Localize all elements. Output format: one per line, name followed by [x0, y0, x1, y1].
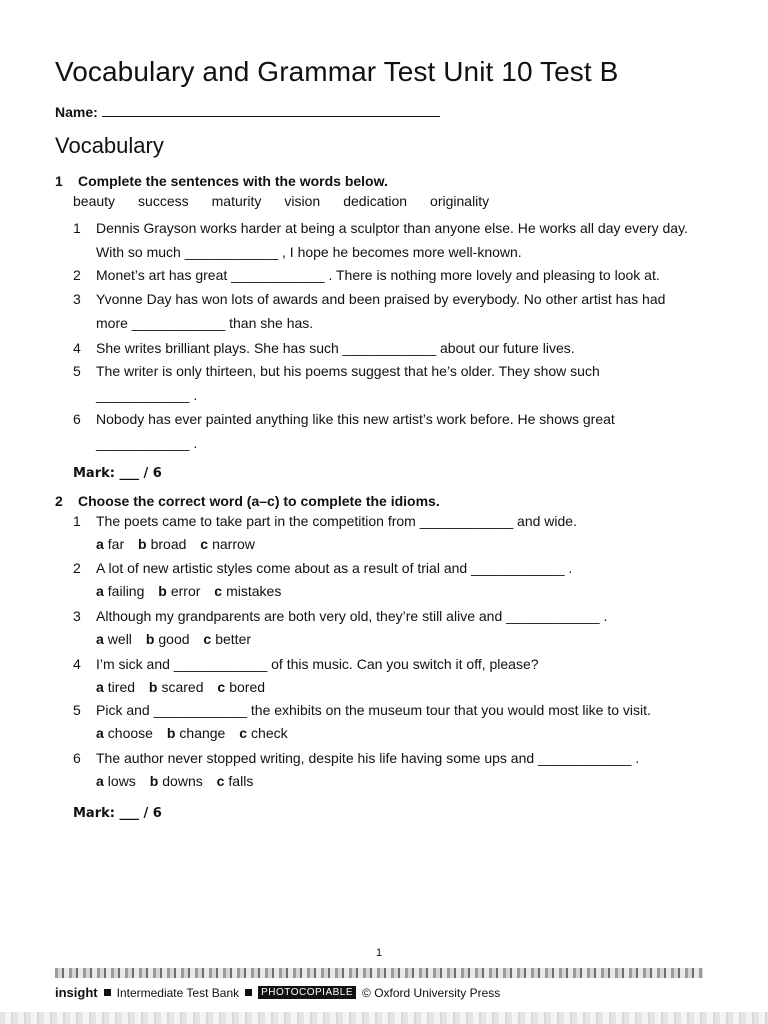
photocopiable-badge: PHOTOCOPIABLE	[258, 986, 356, 999]
square-bullet-icon	[245, 989, 252, 996]
footer-series: Intermediate Test Bank	[116, 985, 240, 1000]
item-text: ____________ .	[96, 435, 198, 451]
item-text: The author never stopped writing, despite his life having some ups and ____________ .	[96, 750, 640, 766]
item-number: 2	[73, 560, 81, 576]
name-label: Name:	[55, 104, 98, 120]
item-text: She writes brilliant plays. She has such ____________ about our future lives.	[96, 340, 575, 356]
answer-option[interactable]: a failing	[96, 583, 145, 599]
answer-option[interactable]: a tired	[96, 679, 136, 695]
item-text: The writer is only thirteen, but his poems suggest that he’s older. They show such	[96, 363, 600, 379]
item-text: Yvonne Day has won lots of awards and been praised by everybody. No other artist has had	[96, 291, 666, 307]
item-text: Pick and ____________ the exhibits on the museum tour that you would most like to visit.	[96, 702, 651, 718]
page-number: 1	[375, 947, 383, 959]
question-instruction: Complete the sentences with the words below.	[78, 173, 388, 189]
answer-option[interactable]: b broad	[138, 536, 187, 552]
question-2-mark: Mark: ___ / 6	[73, 806, 162, 821]
item-number: 6	[73, 411, 81, 427]
item-number: 2	[73, 267, 81, 283]
answer-option[interactable]: c narrow	[200, 536, 255, 552]
word-item: maturity	[211, 193, 262, 209]
square-bullet-icon	[104, 989, 111, 996]
answer-options	[96, 536, 265, 552]
answer-option[interactable]: c falls	[216, 773, 254, 789]
item-number: 5	[73, 363, 81, 379]
question-2-heading	[55, 493, 440, 509]
answer-option[interactable]: a lows	[96, 773, 136, 789]
answer-option[interactable]: a choose	[96, 725, 153, 741]
question-instruction: Choose the correct word (a–c) to complete the idioms.	[78, 493, 440, 509]
answer-option[interactable]: b scared	[148, 679, 204, 695]
question-1-mark: Mark: ___ / 6	[73, 466, 162, 481]
item-text: Dennis Grayson works harder at being a sculptor than anyone else. He works all day every day.	[96, 220, 688, 236]
section-heading: Vocabulary	[55, 133, 164, 158]
footer-publisher: © Oxford University Press	[362, 985, 501, 1000]
answer-option[interactable]: c check	[239, 725, 288, 741]
item-number: 3	[73, 608, 81, 624]
answer-option[interactable]: b error	[158, 583, 201, 599]
page-title: Vocabulary and Grammar Test Unit 10 Test B	[55, 56, 619, 87]
item-text: I’m sick and ____________ of this music. Can you switch it off, please?	[96, 656, 539, 672]
question-1-heading	[55, 173, 388, 189]
item-number: 4	[73, 340, 81, 356]
name-answer-line[interactable]	[102, 102, 440, 117]
item-number: 1	[73, 513, 81, 529]
item-text: Although my grandparents are both very old, they’re still alive and ____________ .	[96, 608, 608, 624]
item-text: A lot of new artistic styles come about as a result of trial and ____________ .	[96, 560, 573, 576]
item-number: 5	[73, 702, 81, 718]
footer-brand: insight	[55, 985, 98, 1000]
answer-options	[96, 773, 263, 789]
answer-options	[96, 679, 275, 695]
answer-option[interactable]: b downs	[149, 773, 203, 789]
item-number: 3	[73, 291, 81, 307]
answer-option[interactable]: b good	[145, 631, 190, 647]
answer-option[interactable]: c mistakes	[214, 583, 282, 599]
word-item: originality	[430, 193, 490, 209]
item-text: With so much ____________ , I hope he becomes more well-known.	[96, 244, 522, 260]
answer-option[interactable]: c better	[203, 631, 252, 647]
answer-option[interactable]: c bored	[217, 679, 266, 695]
item-text: more ____________ than she has.	[96, 315, 314, 331]
word-item: dedication	[343, 193, 408, 209]
bottom-decorative-band	[0, 1012, 768, 1024]
item-text: Nobody has ever painted anything like this new artist’s work before. He shows great	[96, 411, 615, 427]
answer-options	[96, 583, 291, 599]
word-box	[73, 193, 512, 209]
word-item: beauty	[73, 193, 116, 209]
item-number: 4	[73, 656, 81, 672]
item-number: 6	[73, 750, 81, 766]
item-text: Monet’s art has great ____________ . There is nothing more lovely and pleasing to look at.	[96, 267, 660, 283]
footer-decorative-band	[55, 968, 703, 978]
word-item: vision	[284, 193, 321, 209]
answer-option[interactable]: a far	[96, 536, 125, 552]
question-number: 2	[55, 493, 63, 509]
word-item: success	[138, 193, 189, 209]
answer-option[interactable]: b change	[166, 725, 226, 741]
item-number: 1	[73, 220, 81, 236]
item-text: The poets came to take part in the competition from ____________ and wide.	[96, 513, 577, 529]
answer-options	[96, 725, 298, 741]
answer-option[interactable]: a well	[96, 631, 132, 647]
question-number: 1	[55, 173, 63, 189]
answer-options	[96, 631, 261, 647]
item-text: ____________ .	[96, 387, 198, 403]
name-row	[55, 102, 440, 120]
footer	[55, 985, 500, 1000]
